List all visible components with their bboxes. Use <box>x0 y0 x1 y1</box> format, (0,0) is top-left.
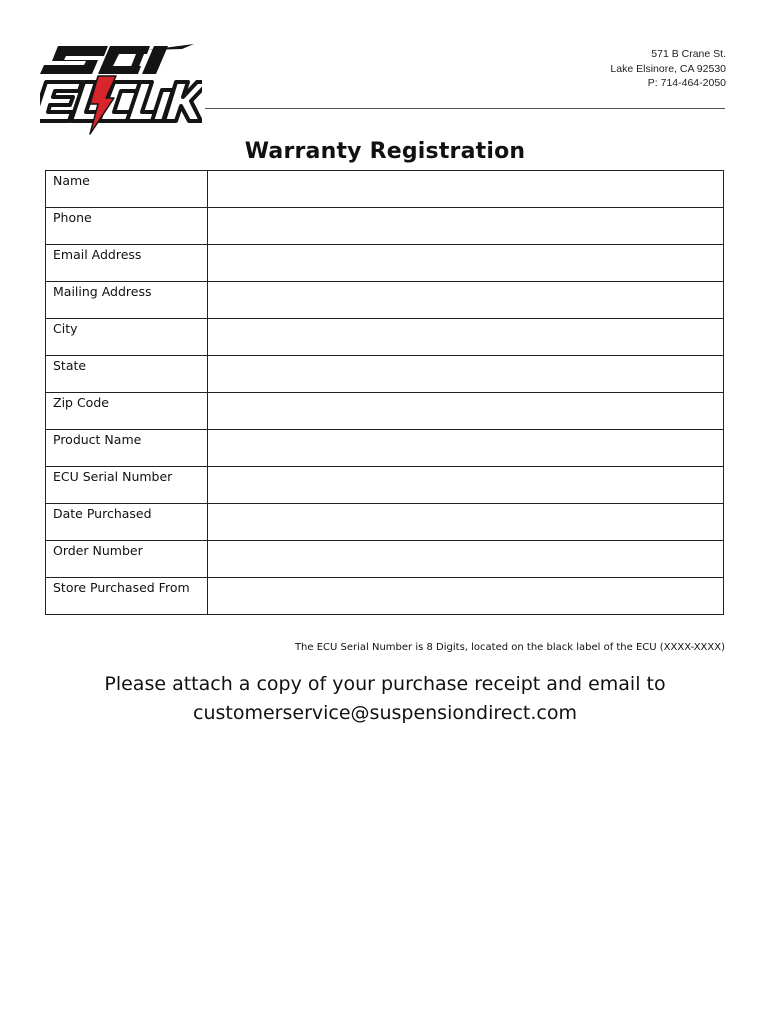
field-label-name: Name <box>46 171 208 208</box>
address-phone: P: 714-464-2050 <box>647 77 726 89</box>
field-label-product-name: Product Name <box>46 430 208 467</box>
field-label-date-purchased: Date Purchased <box>46 504 208 541</box>
ecu-serial-number-field[interactable] <box>208 467 724 504</box>
serial-number-note: The ECU Serial Number is 8 Digits, located on the black label of the ECU (XXXX-XXXX) <box>294 642 725 653</box>
field-label-order-number: Order Number <box>46 541 208 578</box>
field-label-ecu-serial-number: ECU Serial Number <box>46 467 208 504</box>
form-row-name <box>46 171 724 208</box>
field-label-phone: Phone <box>46 208 208 245</box>
instructions <box>0 670 770 728</box>
form-row-zip-code <box>46 393 724 430</box>
field-label-city: City <box>46 319 208 356</box>
field-label-mailing-address: Mailing Address <box>46 282 208 319</box>
logo-sdi-mark <box>40 44 194 74</box>
instructions-line: Please attach a copy of your purchase receipt and email to <box>104 673 666 695</box>
form-row-ecu-serial-number <box>46 467 724 504</box>
form-row-state <box>46 356 724 393</box>
form-row-city <box>46 319 724 356</box>
form-row-phone <box>46 208 724 245</box>
mailing-address-field[interactable] <box>208 282 724 319</box>
header-divider <box>205 108 725 109</box>
date-purchased-field[interactable] <box>208 504 724 541</box>
address-street: 571 B Crane St. <box>651 48 726 60</box>
company-logo <box>40 42 202 136</box>
form-row-order-number <box>46 541 724 578</box>
form-row-mailing-address <box>46 282 724 319</box>
store-purchased-from-field[interactable] <box>208 578 724 615</box>
order-number-field[interactable] <box>208 541 724 578</box>
product-name-field[interactable] <box>208 430 724 467</box>
form-row-email <box>46 245 724 282</box>
support-email: customerservice@suspensiondirect.com <box>193 702 577 724</box>
name-field[interactable] <box>208 171 724 208</box>
registration-form <box>45 170 724 615</box>
form-row-store-purchased-from <box>46 578 724 615</box>
logo-wordmark <box>40 82 202 121</box>
company-address <box>610 47 726 91</box>
city-field[interactable] <box>208 319 724 356</box>
form-title: Warranty Registration <box>244 139 526 164</box>
state-field[interactable] <box>208 356 724 393</box>
field-label-store-purchased-from: Store Purchased From <box>46 578 208 615</box>
field-label-email: Email Address <box>46 245 208 282</box>
form-row-date-purchased <box>46 504 724 541</box>
field-label-zip-code: Zip Code <box>46 393 208 430</box>
address-city: Lake Elsinore, CA 92530 <box>610 62 726 75</box>
phone-field[interactable] <box>208 208 724 245</box>
zip-code-field[interactable] <box>208 393 724 430</box>
email-field[interactable] <box>208 245 724 282</box>
field-label-state: State <box>46 356 208 393</box>
form-row-product-name <box>46 430 724 467</box>
